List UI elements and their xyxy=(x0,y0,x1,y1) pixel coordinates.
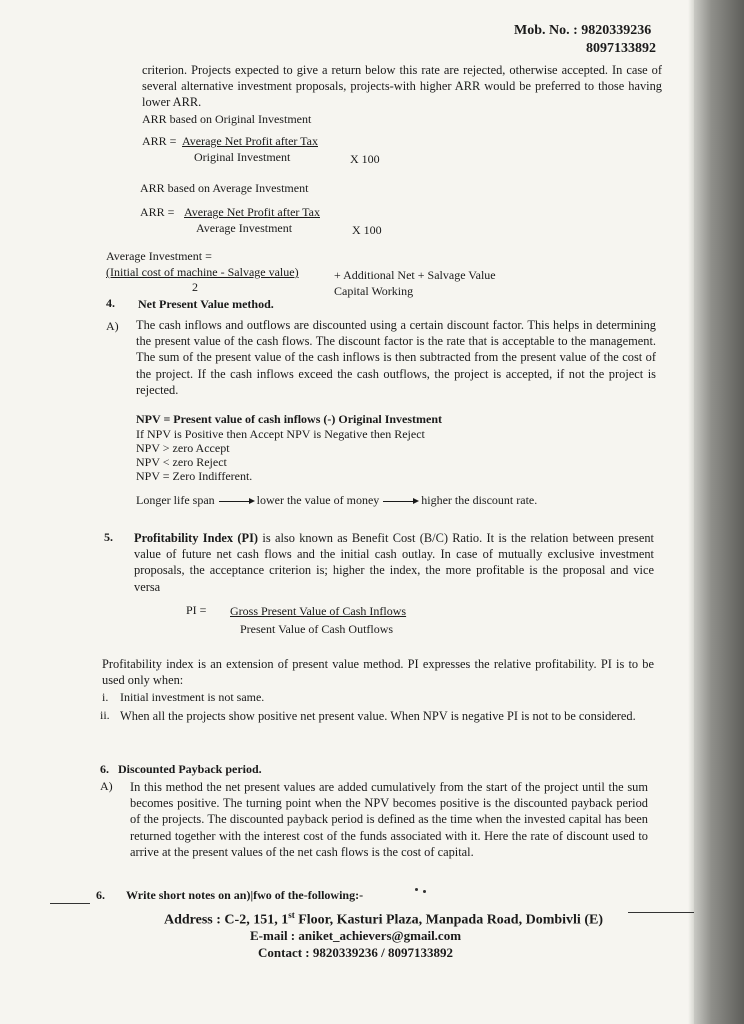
pi-lhs: PI = xyxy=(186,603,207,617)
pi-number: 5. xyxy=(104,530,113,544)
footer-contact: Contact : 9820339236 / 8097133892 xyxy=(258,945,453,960)
pi-title: Profitability Index (PI) xyxy=(134,531,259,545)
arr-original-heading: ARR based on Original Investment xyxy=(142,112,312,126)
pi-numerator: Gross Present Value of Cash Inflows xyxy=(230,604,407,618)
right-arrow-icon xyxy=(219,501,253,502)
npv-number: 4. xyxy=(106,296,115,310)
pi-list-i-text: Initial investment is not same. xyxy=(120,690,265,704)
arr-average-multiplier: X 100 xyxy=(352,223,382,237)
pi-denominator: Present Value of Cash Outflows xyxy=(240,622,394,636)
npv-rule-positive: If NPV is Positive then Accept NPV is Negative then Reject xyxy=(136,427,425,441)
pi-extension-paragraph: Profitability index is an extension of present value method. PI expresses the relative profitability. PI is to be used only when: xyxy=(102,657,654,688)
q6-number: 6. xyxy=(96,888,105,902)
right-divider-line xyxy=(628,912,694,913)
dpb-paragraph: In this method the net present values are added cumulatively from the start of the project until the sum becomes positive. The turning point when the NPV becomes positive is the discounted payback period of the projects. The discounted payback period is defined as the time when the invested capital has been returned together with the interest cost of the funds associated with it. Here the rate of discount used to arrive at the present values of the net cash flows is the cost of capital. xyxy=(130,780,648,859)
arr-average-numerator: Average Net Profit after Tax xyxy=(184,205,320,219)
ink-speck xyxy=(423,890,426,893)
page-gutter-shadow xyxy=(694,0,744,1024)
npv-sub-marker: A) xyxy=(106,319,119,333)
pi-paragraph xyxy=(134,530,654,595)
footer-address xyxy=(164,907,603,929)
q6-text: Write short notes on an)|fwo of the-following:- xyxy=(126,888,364,902)
avg-investment-label: Average Investment = xyxy=(106,249,212,263)
header-mobile-second: 8097133892 xyxy=(586,41,656,56)
npv-rule-indifferent: NPV = Zero Indifferent. xyxy=(136,469,253,483)
npv-title: Net Present Value method. xyxy=(138,297,274,311)
arr-criterion-paragraph: criterion. Projects expected to give a return below this rate are rejected, otherwise accepted. In case of several alternative investment proposals, projects-with higher ARR would be preferred to those having lower ARR. xyxy=(142,63,662,110)
npv-paragraph: The cash inflows and outflows are discounted using a certain discount factor. This helps in determining the present value of the cash flows. The discount factor is the rate that is acceptable to the management. The sum of the present value of the cash inflows is then subtracted from the present value of the cost of the project. If the cash inflows exceed the cash outflows, the project is accepted, if not the project is rejected. xyxy=(136,318,656,397)
footer-address-sup: st xyxy=(288,910,295,920)
arr-average-lhs: ARR = xyxy=(140,205,175,219)
arr-average-denominator: Average Investment xyxy=(196,221,293,235)
arr-original-denominator: Original Investment xyxy=(194,150,291,164)
npv-formula: NPV = Present value of cash inflows (-) Original Investment xyxy=(136,412,443,426)
footer-address-post: Floor, Kasturi Plaza, Manpada Road, Dombivli (E) xyxy=(294,912,603,928)
right-arrow-icon xyxy=(383,501,417,502)
npv-rule-reject: NPV < zero Reject xyxy=(136,455,227,469)
npv-life-b: lower the value of money xyxy=(256,493,380,507)
pi-list-i-marker: i. xyxy=(102,690,109,704)
footer-email: E-mail : aniket_achievers@gmail.com xyxy=(250,928,462,943)
npv-life-a: Longer life span xyxy=(136,493,215,507)
avg-investment-capital: Capital Working xyxy=(334,284,414,298)
avg-investment-numerator: (Initial cost of machine - Salvage value) xyxy=(106,265,299,279)
dpb-sub-marker: A) xyxy=(100,779,113,793)
avg-investment-divisor: 2 xyxy=(192,280,198,294)
pi-list-ii-marker: ii. xyxy=(100,708,110,722)
dpb-number: 6. xyxy=(100,762,109,776)
npv-life-c: higher the discount rate. xyxy=(421,493,538,507)
header-mobile: Mob. No. : 9820339236 xyxy=(514,23,652,38)
ink-speck xyxy=(415,888,418,891)
avg-investment-additional: + Additional Net + Salvage Value xyxy=(334,268,496,282)
pi-text: is also known as Benefit Cost (B/C) Ratio. It is the relation between present value of future net cash flows and the initial cash outlay. In case of mutually exclusive investment proposals, the acceptance criterion is; higher the index, the more profitable is the proposal and vice versa xyxy=(134,531,654,594)
dpb-title: Discounted Payback period. xyxy=(118,762,262,776)
arr-average-heading: ARR based on Average Investment xyxy=(140,181,309,195)
npv-life-span-line xyxy=(136,493,537,508)
arr-original-numerator: Average Net Profit after Tax xyxy=(182,134,318,148)
pi-list-ii-text: When all the projects show positive net present value. When NPV is negative PI is not to be considered. xyxy=(120,709,636,723)
arr-original-multiplier: X 100 xyxy=(350,152,380,166)
npv-rule-accept: NPV > zero Accept xyxy=(136,441,230,455)
left-divider-line xyxy=(50,903,90,904)
arr-original-lhs: ARR = xyxy=(142,134,177,148)
footer-address-pre: Address : C-2, 151, 1 xyxy=(164,912,289,928)
